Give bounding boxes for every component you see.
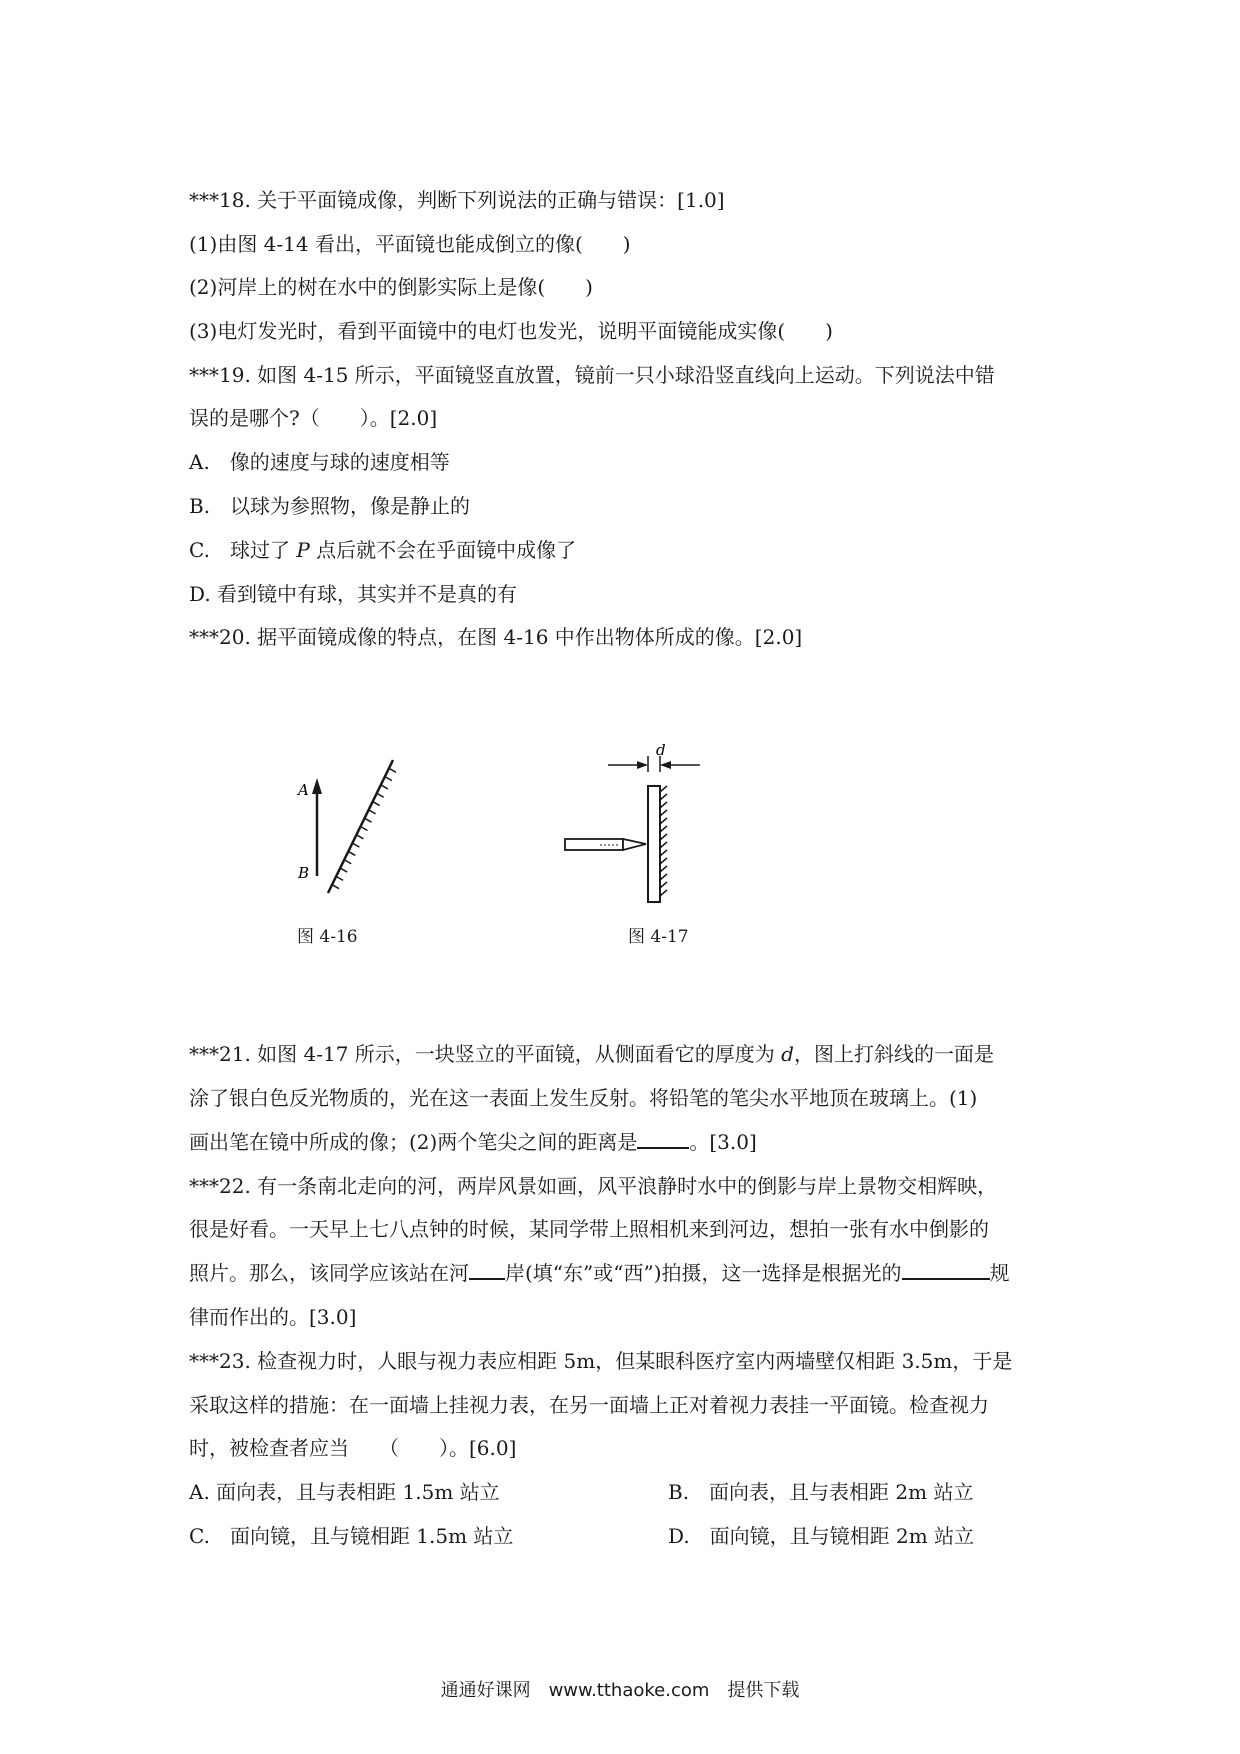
q22-line1: ***22. 有一条南北走向的河，两岸风景如画，风平浪静时水中的倒影与岸上景物交相辉映， — [189, 1174, 998, 1198]
hatch-mark — [356, 835, 363, 839]
q23-option-a: A. 面向表，且与表相距 1.5m 站立 — [189, 1480, 500, 1504]
hatch-mark — [369, 810, 376, 814]
hatch-mark — [365, 818, 372, 822]
hatch-mark — [660, 834, 667, 840]
q19-stem-line2: 误的是哪个?（ ）。[2.0] — [189, 406, 438, 430]
mirror-hatching — [332, 768, 396, 888]
hatch-mark — [377, 793, 384, 797]
pencil-body — [565, 839, 623, 850]
pencil-tip — [623, 839, 646, 850]
q18-item-3: (3)电灯发光时，看到平面镜中的电灯也发光，说明平面镜能成实像( ) — [189, 319, 833, 343]
hatch-mark — [660, 826, 667, 832]
q20-stem: ***20. 据平面镜成像的特点，在图 4-16 中作出物体所成的像。[2.0] — [189, 625, 803, 649]
q22-line4: 律而作出的。[3.0] — [189, 1305, 357, 1329]
hatch-mark — [361, 827, 368, 831]
hatch-mark — [660, 858, 667, 864]
hatch-mark — [660, 874, 667, 880]
q22-line2: 很是好看。一天早上七八点钟的时候，某同学带上照相机来到河边，想拍一张有水中倒影的 — [189, 1217, 989, 1241]
figure-4-16-caption: 图 4-16 — [297, 927, 358, 947]
hatch-mark — [660, 866, 667, 872]
hatch-mark — [660, 890, 667, 896]
hatch-mark — [373, 802, 380, 806]
q19-stem-line1: ***19. 如图 4-15 所示，平面镜竖直放置，镜前一只小球沿竖直线向上运动。下列说法中错 — [189, 363, 995, 387]
label-a: A — [298, 781, 309, 799]
hatch-mark — [344, 860, 351, 864]
hatch-mark — [352, 843, 359, 847]
footer-source: 通通好课网 www.tthaoke.com 提供下载 — [440, 1680, 800, 1701]
hatch-mark — [385, 777, 392, 781]
figure-4-17 — [560, 738, 720, 908]
thickness-d: d — [781, 1042, 794, 1066]
hatch-mark — [660, 810, 667, 816]
answer-blank-distance[interactable] — [637, 1129, 689, 1149]
q23-option-c: C. 面向镜，且与镜相距 1.5m 站立 — [189, 1524, 514, 1548]
q18-stem: ***18. 关于平面镜成像，判断下列说法的正确与错误：[1.0] — [189, 188, 725, 212]
point-p-label: P — [296, 538, 310, 562]
figure-4-16 — [280, 748, 410, 908]
hatch-mark — [660, 850, 667, 856]
q22-line3: 照片。那么，该同学应该站在河 岸(填“东”或“西”)拍摄，这一选择是根据光的 规 — [189, 1261, 1010, 1285]
hatch-mark — [660, 794, 667, 800]
mirror-glass — [648, 786, 660, 902]
hatch-mark — [336, 876, 343, 880]
hatch-mark — [660, 802, 667, 808]
answer-blank-law[interactable] — [902, 1260, 990, 1280]
hatch-mark — [660, 818, 667, 824]
q23-line2: 采取这样的措施：在一面墙上挂视力表，在另一面墙上正对着视力表挂一平面镜。检查视力 — [189, 1393, 989, 1417]
label-d: d — [656, 741, 666, 759]
hatch-mark — [340, 868, 347, 872]
q19-option-b: B. 以球为参照物，像是静止的 — [189, 494, 471, 518]
arrow-head — [312, 778, 322, 794]
q19-option-c: C. 球过了 P 点后就不会在乎面镜中成像了 — [189, 538, 577, 562]
hatch-mark — [332, 885, 339, 889]
answer-blank-bank[interactable] — [469, 1260, 505, 1280]
q21-line2: 涂了银白色反光物质的，光在这一表面上发生反射。将铅笔的笔尖水平地顶在玻璃上。(1) — [189, 1086, 978, 1110]
hatch-mark — [348, 851, 355, 855]
q23-option-b: B. 面向表，且与表相距 2m 站立 — [668, 1480, 974, 1504]
hatch-mark — [660, 842, 667, 848]
hatch-mark — [660, 882, 667, 888]
q23-option-d: D. 面向镜，且与镜相距 2m 站立 — [668, 1524, 975, 1548]
label-b: B — [298, 864, 310, 882]
q18-item-2: (2)河岸上的树在水中的倒影实际上是像( ) — [189, 275, 593, 299]
hatch-mark — [381, 785, 388, 789]
hatch-mark — [389, 768, 396, 772]
q21-line1: ***21. 如图 4-17 所示，一块竖立的平面镜，从侧面看它的厚度为 d，图上打斜线的一面是 — [189, 1042, 994, 1066]
silvered-surface-hatching — [660, 786, 667, 896]
q21-line3: 画出笔在镜中所成的像；(2)两个笔尖之间的距离是 。[3.0] — [189, 1130, 757, 1154]
hatch-mark — [660, 786, 667, 792]
figure-4-17-caption: 图 4-17 — [628, 927, 689, 947]
q19-option-d: D. 看到镜中有球，其实并不是真的有 — [189, 582, 518, 606]
q23-line3: 时，被检查者应当 （ ）。[6.0] — [189, 1436, 517, 1460]
q19-option-a: A. 像的速度与球的速度相等 — [189, 450, 450, 474]
q18-item-1: (1)由图 4-14 看出，平面镜也能成倒立的像( ) — [189, 232, 631, 256]
q23-line1: ***23. 检查视力时，人眼与视力表应相距 5m，但某眼科医疗室内两墙壁仅相距 3.5m，于是 — [189, 1349, 1013, 1373]
